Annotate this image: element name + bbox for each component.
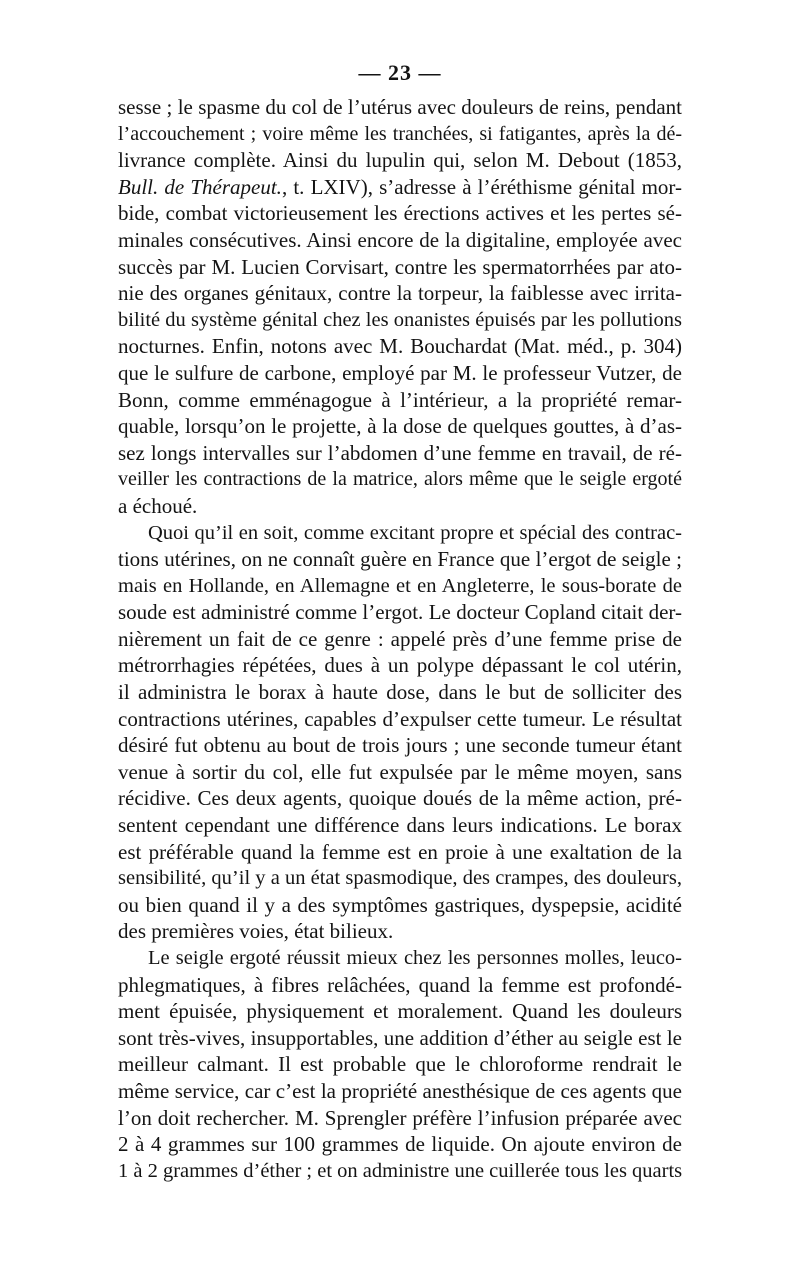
- text-line: contractions utérines, capables d’expulser cette tumeur. Le résultat: [118, 706, 682, 731]
- text-line: nie des organes génitaux, contre la torpeur, la faiblesse avec irrita-: [118, 281, 682, 306]
- text-line: désiré fut obtenu au bout de trois jours ; une seconde tumeur étant: [118, 733, 682, 758]
- text-line: 2 à 4 grammes sur 100 grammes de liquide. On ajoute environ de: [118, 1132, 682, 1157]
- text-line: soude est administré comme l’ergot. Le docteur Copland citait der-: [118, 600, 682, 625]
- text-line: est préférable quand la femme est en proie à une exaltation de la: [118, 839, 682, 864]
- text-line: sensibilité, qu’il y a un état spasmodique, des crampes, des douleurs,: [118, 867, 682, 890]
- text-line: ment épuisée, physiquement et moralement. Quand les douleurs: [118, 999, 682, 1024]
- text-line: mais en Hollande, en Allemagne et en Angleterre, le sous-borate de: [118, 574, 682, 597]
- text-line: des premières voies, état bilieux.: [118, 919, 394, 944]
- text-line: sentent cependant une différence dans leurs indications. Le borax: [118, 813, 682, 838]
- text-line: Le seigle ergoté réussit mieux chez les personnes molles, leuco-: [148, 947, 682, 969]
- text-line: a échoué.: [118, 493, 198, 518]
- text-line: minales consécutives. Ainsi encore de la digitaline, employée avec: [118, 227, 682, 252]
- text-line: métrorrhagies répétées, dues à un polype dépassant le col utérin,: [118, 653, 682, 678]
- text-line: veiller les contractions de la matrice, alors même que le seigle ergoté: [118, 468, 682, 491]
- text-line: succès par M. Lucien Corvisart, contre les spermatorrhées par ato-: [118, 254, 682, 279]
- text-line: Bull. de Thérapeut., t. LXIV), s’adresse à l’éréthisme génital mor-: [118, 174, 682, 199]
- text-line: quable, lorsqu’on le projette, à la dose de quelques gouttes, à d’as-: [118, 414, 682, 439]
- text-line: meilleur calmant. Il est probable que le chloroforme rendrait le: [118, 1052, 682, 1077]
- text-line: que le sulfure de carbone, employé par M. le professeur Vutzer, de: [118, 360, 682, 385]
- text-line: nocturnes. Enfin, notons avec M. Bouchardat (Mat. méd., p. 304): [118, 334, 682, 359]
- text-line: venue à sortir du col, elle fut expulsée par le même moyen, sans: [118, 759, 682, 784]
- body-text: [118, 94, 682, 1184]
- text-line: Bonn, comme emménagogue à l’intérieur, a la propriété remar-: [118, 387, 682, 412]
- text-line: tions utérines, on ne connaît guère en France que l’ergot de seigle ;: [118, 547, 682, 572]
- text-line: phlegmatiques, à fibres relâchées, quand la femme est profondé-: [118, 972, 682, 997]
- text-line: récidive. Ces deux agents, quoique doués de la même action, pré-: [118, 786, 682, 811]
- text-line: nièrement un fait de ce genre : appelé près d’une femme prise de: [118, 626, 682, 651]
- text-line: Quoi qu’il en soit, comme excitant propre et spécial des contrac-: [148, 521, 682, 544]
- text-line: ou bien quand il y a des symptômes gastriques, dyspepsie, acidité: [118, 892, 682, 917]
- text-line: il administra le borax à haute dose, dans le but de solliciter des: [118, 680, 682, 705]
- text-line: sont très-vives, insupportables, une addition d’éther au seigle est le: [118, 1025, 682, 1050]
- text-line: sez longs intervalles sur l’abdomen d’une femme en travail, de ré-: [118, 440, 682, 465]
- text-line: livrance complète. Ainsi du lupulin qui, selon M. Debout (1853,: [118, 148, 682, 173]
- text-line: bilité du système génital chez les onanistes épuisés par les pollutions: [118, 308, 682, 331]
- page-number: — 23 —: [358, 60, 442, 85]
- text-line: bide, combat victorieusement les érections actives et les pertes sé-: [118, 201, 682, 226]
- text-line: l’on doit rechercher. M. Sprengler préfère l’infusion préparée avec: [118, 1105, 682, 1130]
- journal-title: Bull. de Thérapeut.: [118, 174, 282, 199]
- text-line: sesse ; le spasme du col de l’utérus avec douleurs de reins, pendant: [118, 95, 682, 119]
- text-line: l’accouchement ; voire même les tranchées, si fatigantes, après la dé-: [118, 122, 682, 145]
- text-line: même service, car c’est la propriété anesthésique de ces agents que: [118, 1078, 682, 1103]
- text-line: 1 à 2 grammes d’éther ; et on administre une cuillerée tous les quarts: [118, 1159, 683, 1182]
